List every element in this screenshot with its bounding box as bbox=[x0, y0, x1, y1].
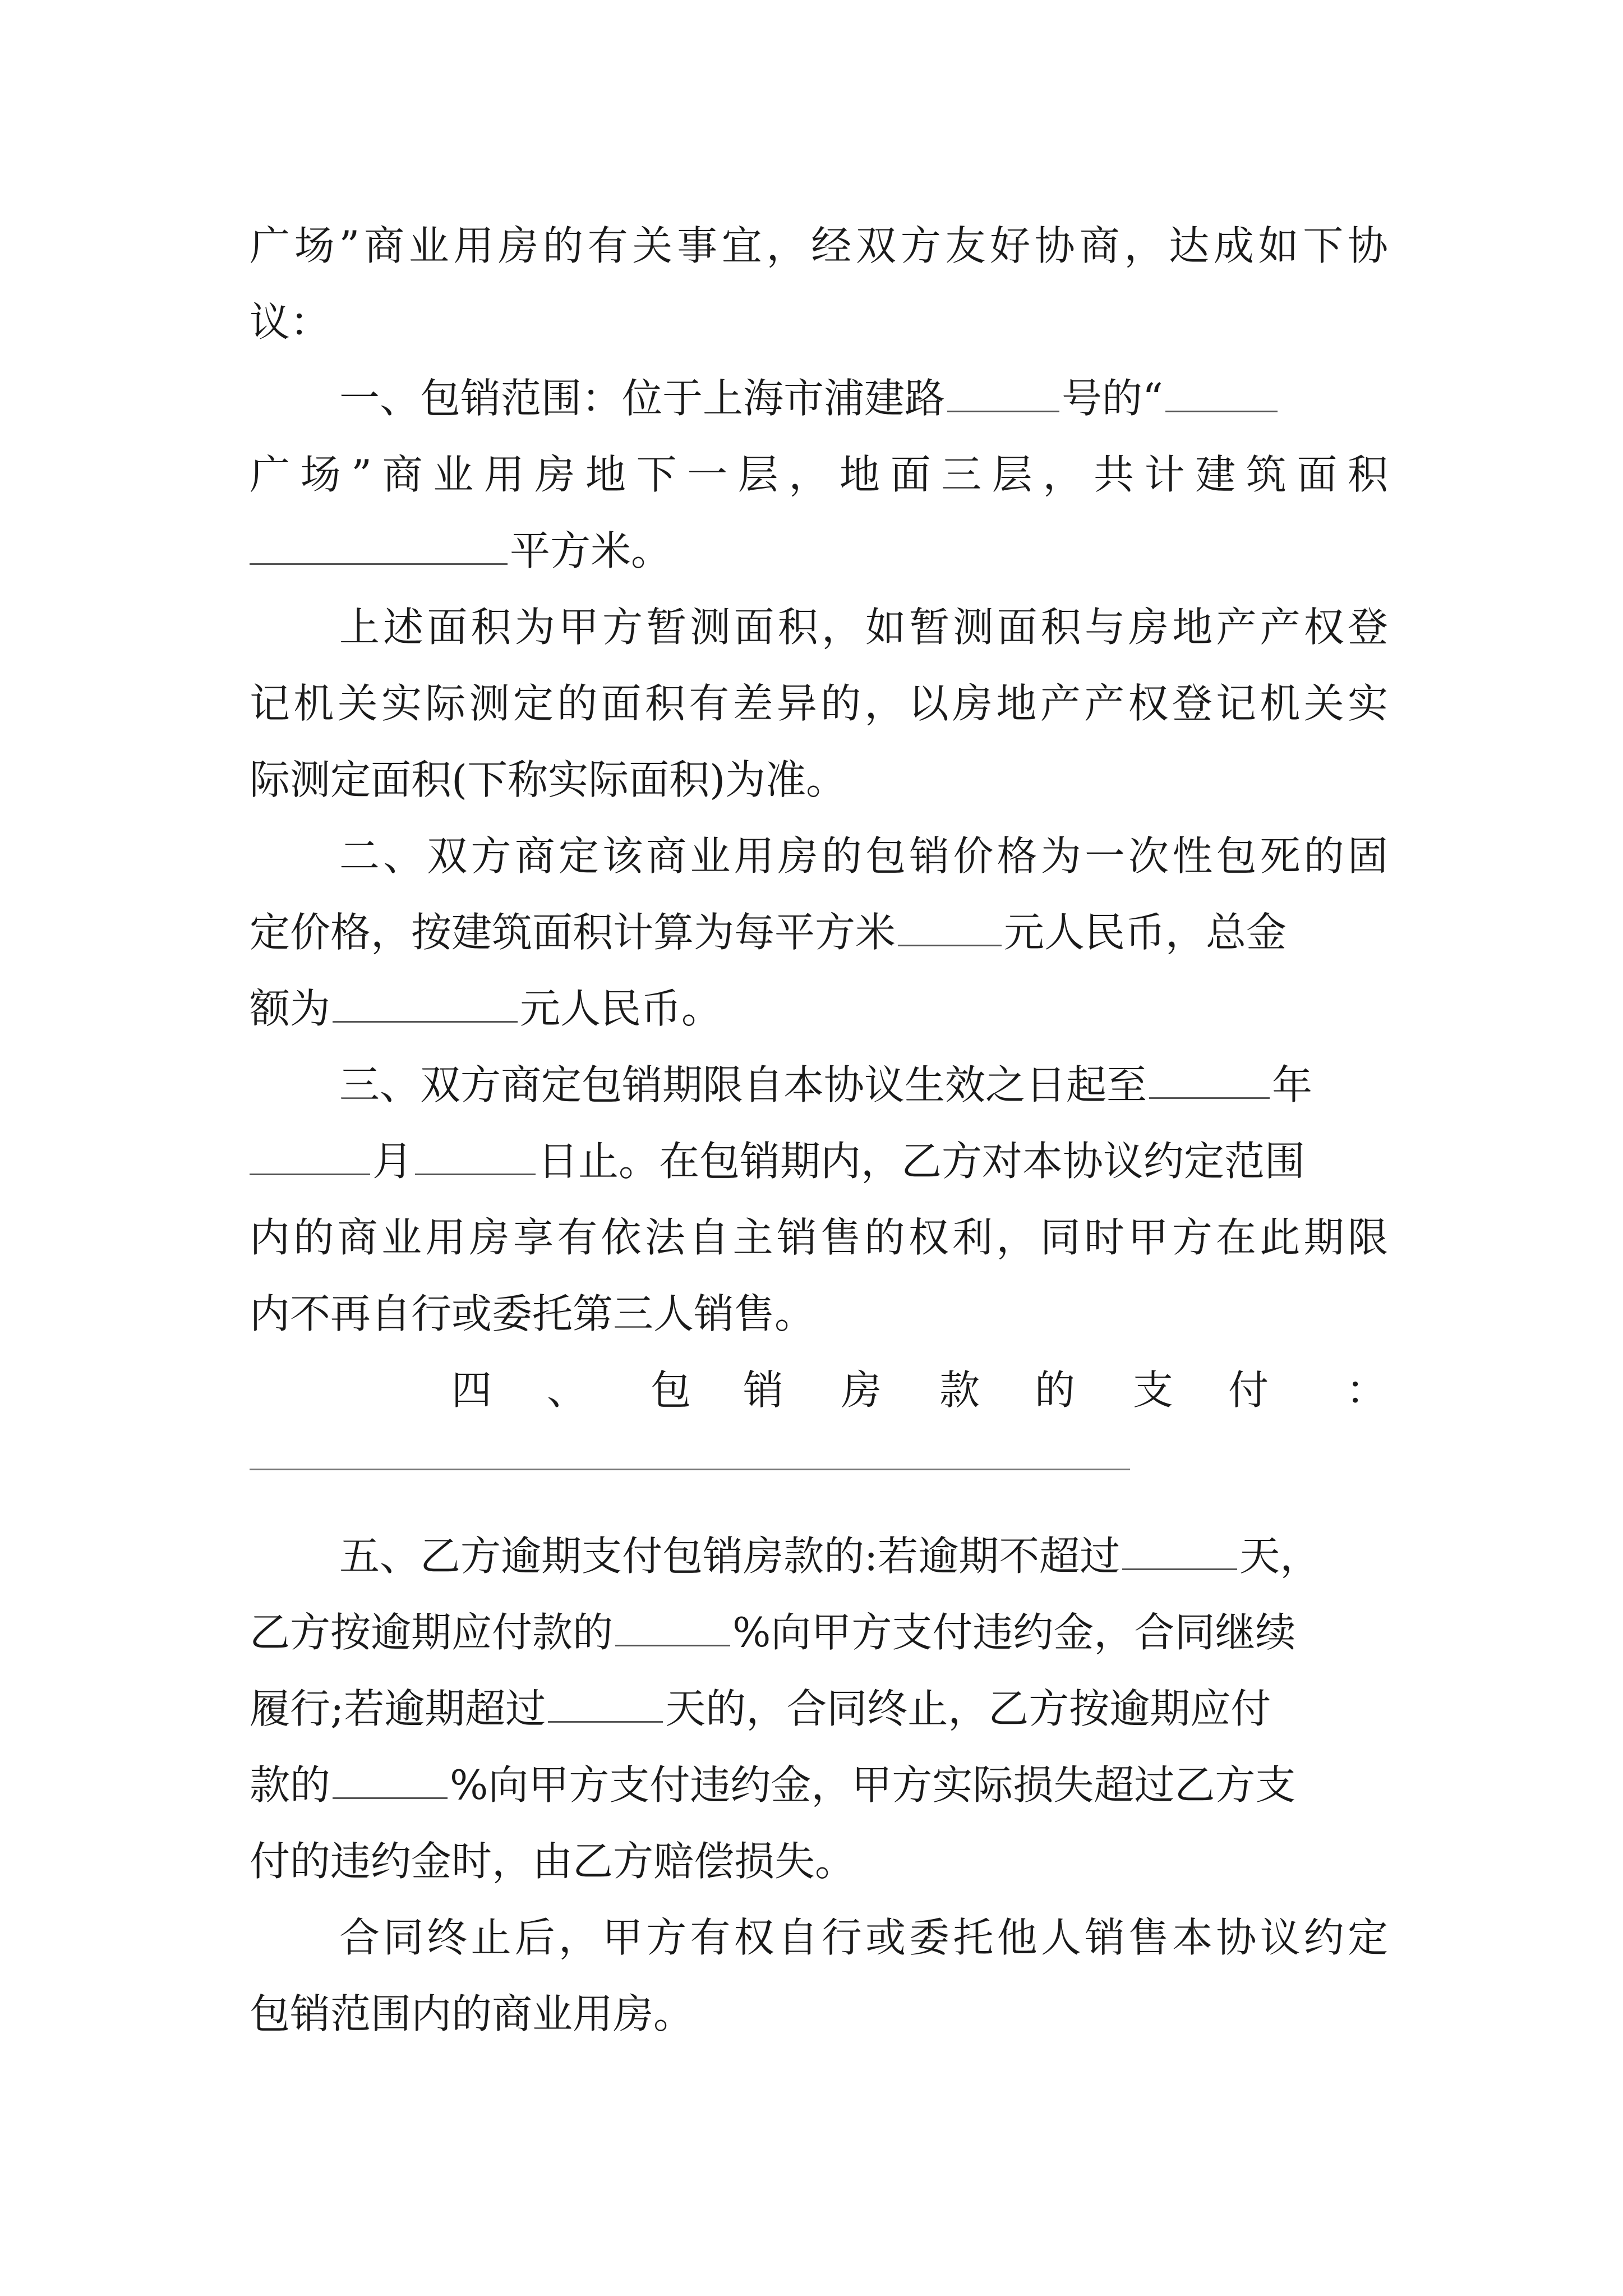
paragraph-line: 际测定面积(下称实际面积)为准。 bbox=[250, 756, 847, 803]
clause-2-line: 定价格，按建筑面积计算为每平方米 元人民币，总金 bbox=[250, 899, 1388, 966]
fill-blank bbox=[947, 372, 1059, 412]
clause-3-line: 内的商业用房享有依法自主销售的权利，同时甲方在此期限 bbox=[250, 1214, 1388, 1261]
clause-1-line: 广场”商业用房地下一层，地面三层，共计建筑面积 bbox=[250, 451, 1388, 498]
fill-blank bbox=[333, 1759, 448, 1799]
clause-5-line: 款的 %向甲方支付违约金，甲方实际损失超过乙方支 bbox=[250, 1751, 1388, 1819]
clause-1-line: 一、包销范围：位于上海市浦建路 号的“ bbox=[339, 365, 1388, 432]
clause-3-line: 月 日止。在包销期内，乙方对本协议约定范围 bbox=[250, 1128, 1388, 1195]
paragraph-line: 议： bbox=[250, 298, 331, 346]
fill-blank bbox=[1149, 1059, 1270, 1099]
paragraph-line: 记机关实际测定的面积有差异的，以房地产产权登记机关实 bbox=[250, 680, 1388, 727]
clause-5-line: 五、乙方逾期支付包销房款的:若逾期不超过 天， bbox=[339, 1522, 1388, 1590]
fill-blank bbox=[548, 1683, 663, 1723]
paragraph-line: 包销范围内的商业用房。 bbox=[250, 1990, 694, 2037]
fill-blank-line bbox=[250, 1469, 1130, 1470]
clause-5-line: 付的违约金时，由乙方赔偿损失。 bbox=[250, 1838, 856, 1885]
fill-blank bbox=[250, 1135, 370, 1175]
fill-blank bbox=[898, 907, 1002, 946]
clause-3-line: 三、双方商定包销期限自本协议生效之日起至 年 bbox=[339, 1051, 1388, 1119]
fill-blank bbox=[1122, 1530, 1237, 1570]
clause-2-line: 二、双方商定该商业用房的包销价格为一次性包死的固 bbox=[339, 832, 1388, 880]
clause-3-line: 内不再自行或委托第三人销售。 bbox=[250, 1290, 815, 1337]
fill-blank bbox=[1165, 372, 1278, 412]
paragraph-line: 广场”商业用房的有关事宜，经双方友好协商，达成如下协 bbox=[250, 222, 1388, 269]
clause-5-line: 履行;若逾期超过 天的，合同终止，乙方按逾期应付 bbox=[250, 1675, 1388, 1742]
clause-4-heading: 四 、 包 销 房 款 的 支 付 ： bbox=[451, 1366, 1387, 1414]
clause-1-line: 平方米。 bbox=[250, 517, 1388, 585]
paragraph-line: 上述面积为甲方暂测面积，如暂测面积与房地产产权登 bbox=[339, 604, 1388, 651]
fill-blank bbox=[415, 1135, 536, 1175]
clause-2-line: 额为 元人民币。 bbox=[250, 975, 1388, 1042]
clause-5-line: 乙方按逾期应付款的 %向甲方支付违约金，合同继续 bbox=[250, 1599, 1388, 1666]
fill-blank bbox=[333, 983, 518, 1023]
fill-blank bbox=[615, 1607, 730, 1646]
paragraph-line: 合同终止后，甲方有权自行或委托他人销售本协议约定 bbox=[339, 1914, 1388, 1961]
fill-blank bbox=[250, 525, 508, 565]
